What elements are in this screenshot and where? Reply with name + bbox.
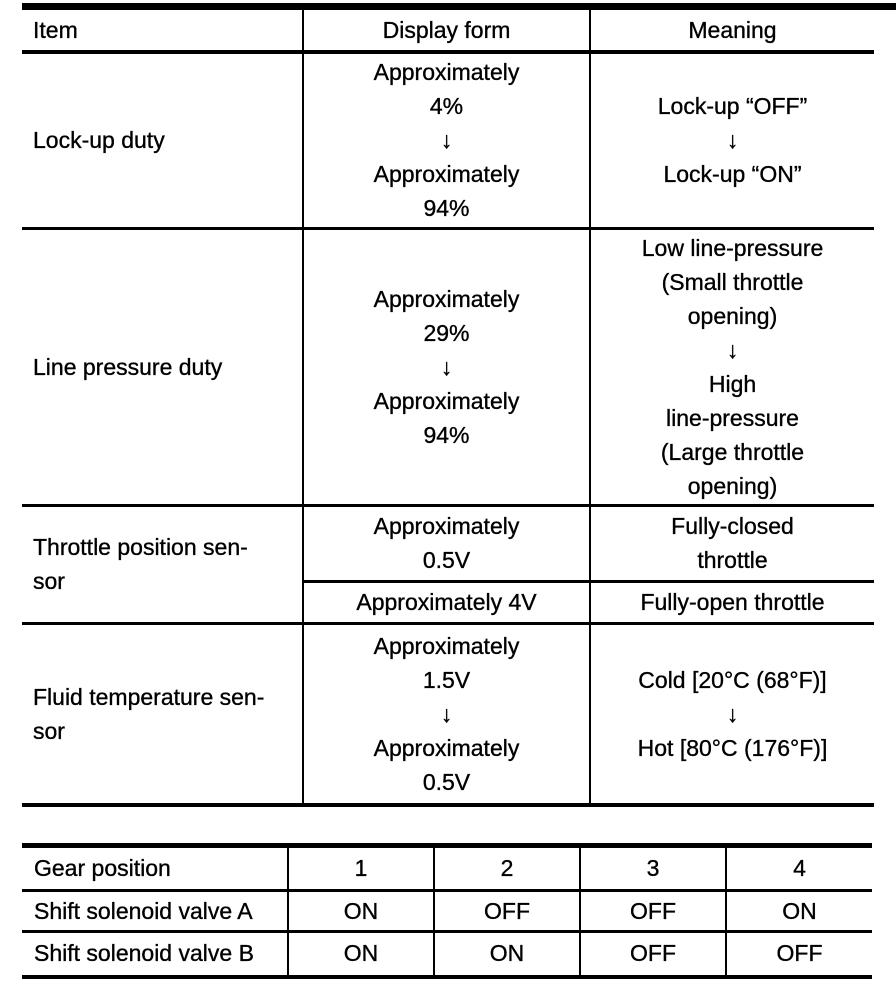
cell-line: 29% (423, 319, 470, 346)
valve-b-gear-1-state: ON (288, 932, 434, 977)
cell-line: (Large throttle (660, 438, 805, 465)
display-form-cell (303, 52, 590, 228)
gear-1-cell: 1 (288, 846, 434, 891)
cell-line: Approximately (373, 161, 520, 188)
cell-line: Approximately 4V (356, 589, 537, 615)
meaning-cell (590, 505, 874, 581)
cell-line: 4% (429, 93, 464, 120)
cell-line: Lock-up “OFF” (657, 93, 808, 120)
table-row-gear-position (22, 846, 872, 891)
cell-line: ↓ (726, 700, 739, 727)
meaning-cell (590, 623, 874, 805)
cell-line: Approximately (373, 632, 520, 659)
cell-line: 94% (423, 195, 470, 222)
cell-line: (Small throttle (661, 268, 804, 295)
row-header-valve-a: Shift solenoid valve A (22, 891, 288, 932)
cell-line: Fully-open throttle (640, 589, 825, 615)
cell-line: High (708, 370, 757, 397)
cell-line: sor (33, 717, 65, 744)
meaning-cell (590, 228, 874, 505)
cell-line: Approximately (373, 513, 520, 539)
row-header-gear-position: Gear position (34, 855, 171, 881)
cell-line: Hot [80°C (176°F)] (637, 734, 828, 761)
meaning-cell (590, 52, 874, 228)
table-row-throttle-position-sensor (22, 505, 874, 581)
cell-line: Approximately (373, 285, 520, 312)
cell-line: 0.5V (422, 768, 471, 795)
cell-line: 0.5V (422, 547, 471, 573)
cell-line: Approximately (373, 59, 520, 86)
cell-line: Fully-closed (671, 513, 794, 539)
table-row-line-pressure-duty (22, 228, 874, 505)
item-cell (22, 228, 303, 505)
cell-line: 94% (423, 421, 470, 448)
header-row (22, 10, 874, 52)
item-cell (22, 623, 303, 805)
gear-2-cell: 2 (434, 846, 580, 891)
table-row-shift-solenoid-valve-b (22, 932, 872, 977)
valve-b-gear-2-state: ON (434, 932, 580, 977)
display-form-cell (303, 581, 590, 623)
cell-line: sor (33, 568, 65, 594)
cell-line: ↓ (440, 353, 453, 380)
valve-a-gear-4-state: ON (726, 891, 872, 932)
col-header-item: Item (22, 10, 303, 52)
cell-line: line-pressure (666, 404, 799, 431)
col-header-meaning: Meaning (590, 10, 874, 52)
cell-line: opening) (687, 472, 778, 499)
cell-line: ↓ (440, 127, 453, 154)
table-row-shift-solenoid-valve-a (22, 891, 872, 932)
cell-line: ↓ (726, 127, 739, 154)
gear-3-cell: 3 (580, 846, 726, 891)
cell-line: Approximately (373, 734, 520, 761)
display-form-cell (303, 505, 590, 581)
table-row-lockup-duty (22, 52, 874, 228)
cell-line: Low line-pressure (641, 234, 824, 261)
col-header-display-form: Display form (303, 10, 590, 52)
sensor-display-table (22, 10, 874, 807)
cell-line: Line pressure duty (33, 353, 223, 380)
cell-line: Fluid temperature sen- (33, 683, 265, 710)
cell-line: opening) (687, 302, 778, 329)
top-rule (22, 3, 896, 10)
meaning-cell (590, 581, 874, 623)
valve-b-gear-3-state: OFF (580, 932, 726, 977)
valve-a-gear-2-state: OFF (434, 891, 580, 932)
row-header-valve-b: Shift solenoid valve B (22, 932, 288, 977)
item-cell (22, 52, 303, 228)
cell-line: Lock-up “ON” (663, 161, 802, 188)
valve-b-gear-4-state: OFF (726, 932, 872, 977)
display-form-cell (303, 228, 590, 505)
item-cell (22, 505, 303, 623)
valve-a-gear-3-state: OFF (580, 891, 726, 932)
cell-line: Approximately (373, 387, 520, 414)
cell-line: Throttle position sen- (33, 534, 248, 560)
gear-4-cell: 4 (726, 846, 872, 891)
cell-line: Cold [20°C (68°F)] (638, 666, 827, 693)
shift-solenoid-table (22, 843, 872, 979)
valve-a-gear-1-state: ON (288, 891, 434, 932)
cell-line: throttle (697, 547, 768, 573)
table-row-fluid-temperature-sensor (22, 623, 874, 805)
cell-line: ↓ (440, 700, 453, 727)
cell-line: Lock-up duty (33, 127, 165, 154)
cell-line: 1.5V (422, 666, 471, 693)
display-form-cell (303, 623, 590, 805)
cell-line: ↓ (726, 336, 739, 363)
